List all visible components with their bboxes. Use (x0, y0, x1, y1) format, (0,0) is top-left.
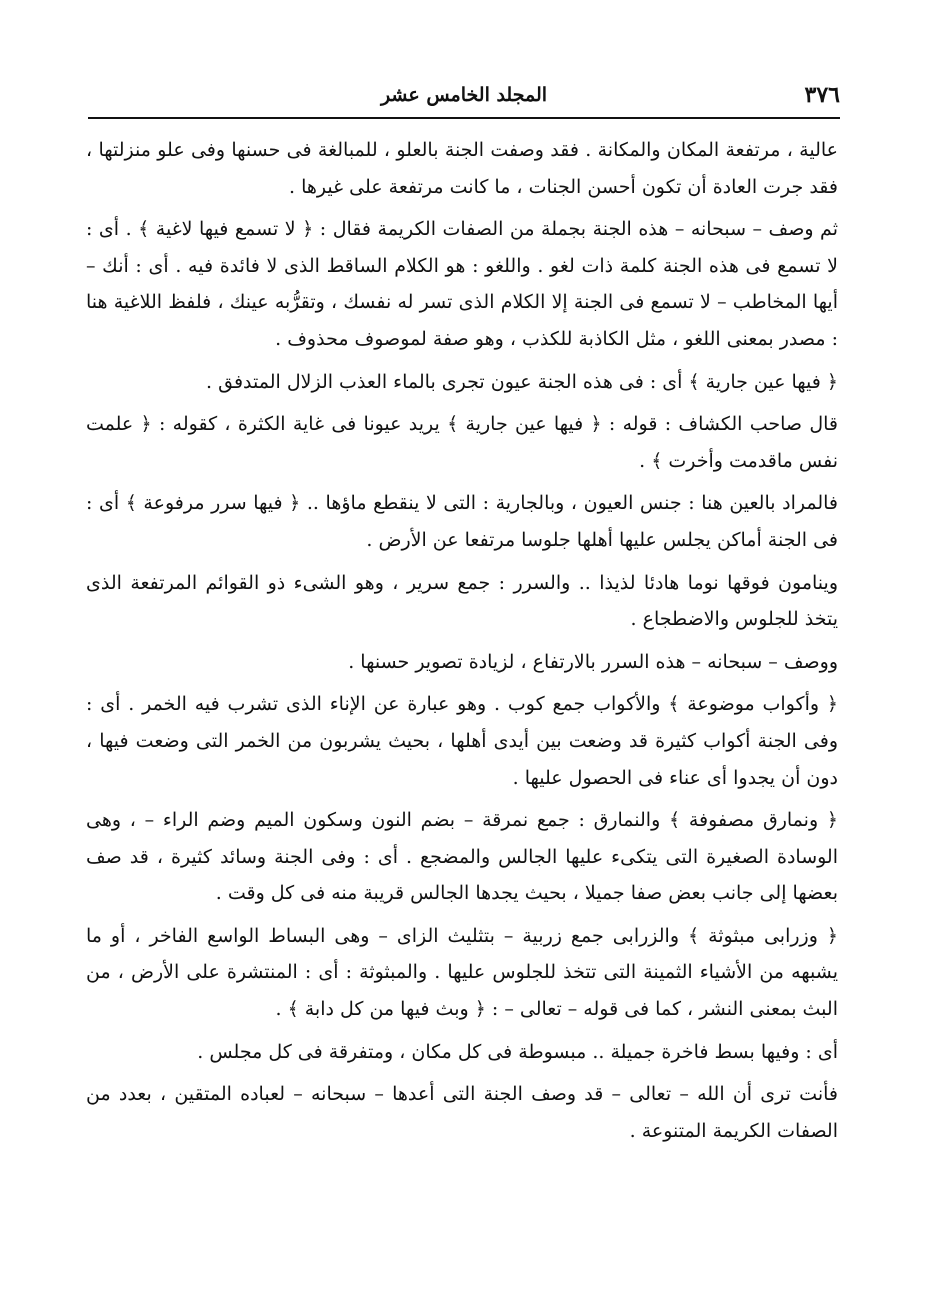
paragraph: ﴿ ونمارق مصفوفة ﴾ والنمارق : جمع نمرقة – بضم النون وسكون الميم وضم الراء – ، وهى الوسادة الصغيرة التى يتكىء عليها الجالس والمضجع . أى : وفى الجنة وسائد كثيرة ، قد صف بعضها إلى جانب بعض صفا جميلا ، بحيث يجدها الجالس قريبة منه فى كل وقت . (86, 809, 838, 905)
paragraph: عالية ، مرتفعة المكان والمكانة . فقد وصفت الجنة بالعلو ، للمبالغة فى حسنها وفى علو منزلتها ، فقد جرت العادة أن تكون أحسن الجنات ، ما كانت مرتفعة على غيرها . (86, 139, 838, 198)
paragraph: فأنت ترى أن الله – تعالى – قد وصف الجنة التى أعدها – سبحانه – لعباده المتقين ، بعدد من الصفات الكريمة المتنوعة . (86, 1083, 838, 1142)
paragraph: ﴿ وزرابى مبثوثة ﴾ والزرابى جمع زربية – بتثليث الزاى – وهى البساط الواسع الفاخر ، أو ما يشبهه من الأشياء الثمينة التى تتخذ للجلوس عليها . والمبثوثة : أى : المنتشرة على الأرض ، من البث بمعنى النشر ، كما فى قوله – تعالى – : ﴿ وبث فيها من كل دابة ﴾ . (86, 924, 838, 1021)
paragraph: ووصف – سبحانه – هذه السرر بالارتفاع ، لزيادة تصوير حسنها . (348, 650, 838, 673)
paragraph: قال صاحب الكشاف : قوله : ﴿ فيها عين جارية ﴾ يريد عيونا فى غاية الكثرة ، كقوله : ﴿ علمت نفس ماقدمت وأخرت ﴾ . (86, 413, 838, 472)
paragraph: ثم وصف – سبحانه – هذه الجنة بجملة من الصفات الكريمة فقال : ﴿ لا تسمع فيها لاغية ﴾ . أى : لا تسمع فى هذه الجنة كلمة ذات لغو . واللغو : هو الكلام الساقط الذى لا فائدة فيه . أى : أنك – أيها المخاطب – لا تسمع فى الجنة إلا الكلام الذى تسر له نفسك ، وتقرُّبه عينك ، فلفظ اللاغية هنا : مصدر بمعنى اللغو ، مثل الكاذبة للكذب ، وهو صفة لموصوف محذوف . (86, 218, 838, 350)
paragraph: ﴿ وأكواب موضوعة ﴾ والأكواب جمع كوب . وهو عبارة عن الإناء الذى تشرب فيه الخمر . أى : وفى الجنة أكواب كثيرة قد وضعت بين أيدى أهلها ، بحيث يشربون من الخمر التى وضعت فيها ، دون أن يجدوا أى عناء فى الحصول عليها . (86, 693, 838, 789)
page-header (88, 78, 840, 114)
running-title: المجلد الخامس عشر (380, 84, 548, 106)
header-rule (88, 117, 840, 119)
paragraph: فالمراد بالعين هنا : جنس العيون ، وبالجارية : التى لا ينقطع ماؤها .. ﴿ فيها سرر مرفوعة ﴾ أى : فى الجنة أماكن يجلس عليها أهلها جلوسا مرتفعا عن الأرض . (86, 492, 838, 551)
body-text (86, 132, 838, 1155)
paragraph: وينامون فوقها نوما هادئا لذيذا .. والسرر : جمع سرير ، وهو الشىء ذو القوائم المرتفعة الذى يتخذ للجلوس والاضطجاع . (86, 571, 838, 631)
paragraph: ﴿ فيها عين جارية ﴾ أى : فى هذه الجنة عيون تجرى بالماء العذب الزلال المتدفق . (206, 370, 838, 393)
page-number: ٣٧٦ (804, 82, 840, 108)
paragraph: أى : وفيها بسط فاخرة جميلة .. مبسوطة فى كل مكان ، ومتفرقة فى كل مجلس . (197, 1040, 838, 1063)
